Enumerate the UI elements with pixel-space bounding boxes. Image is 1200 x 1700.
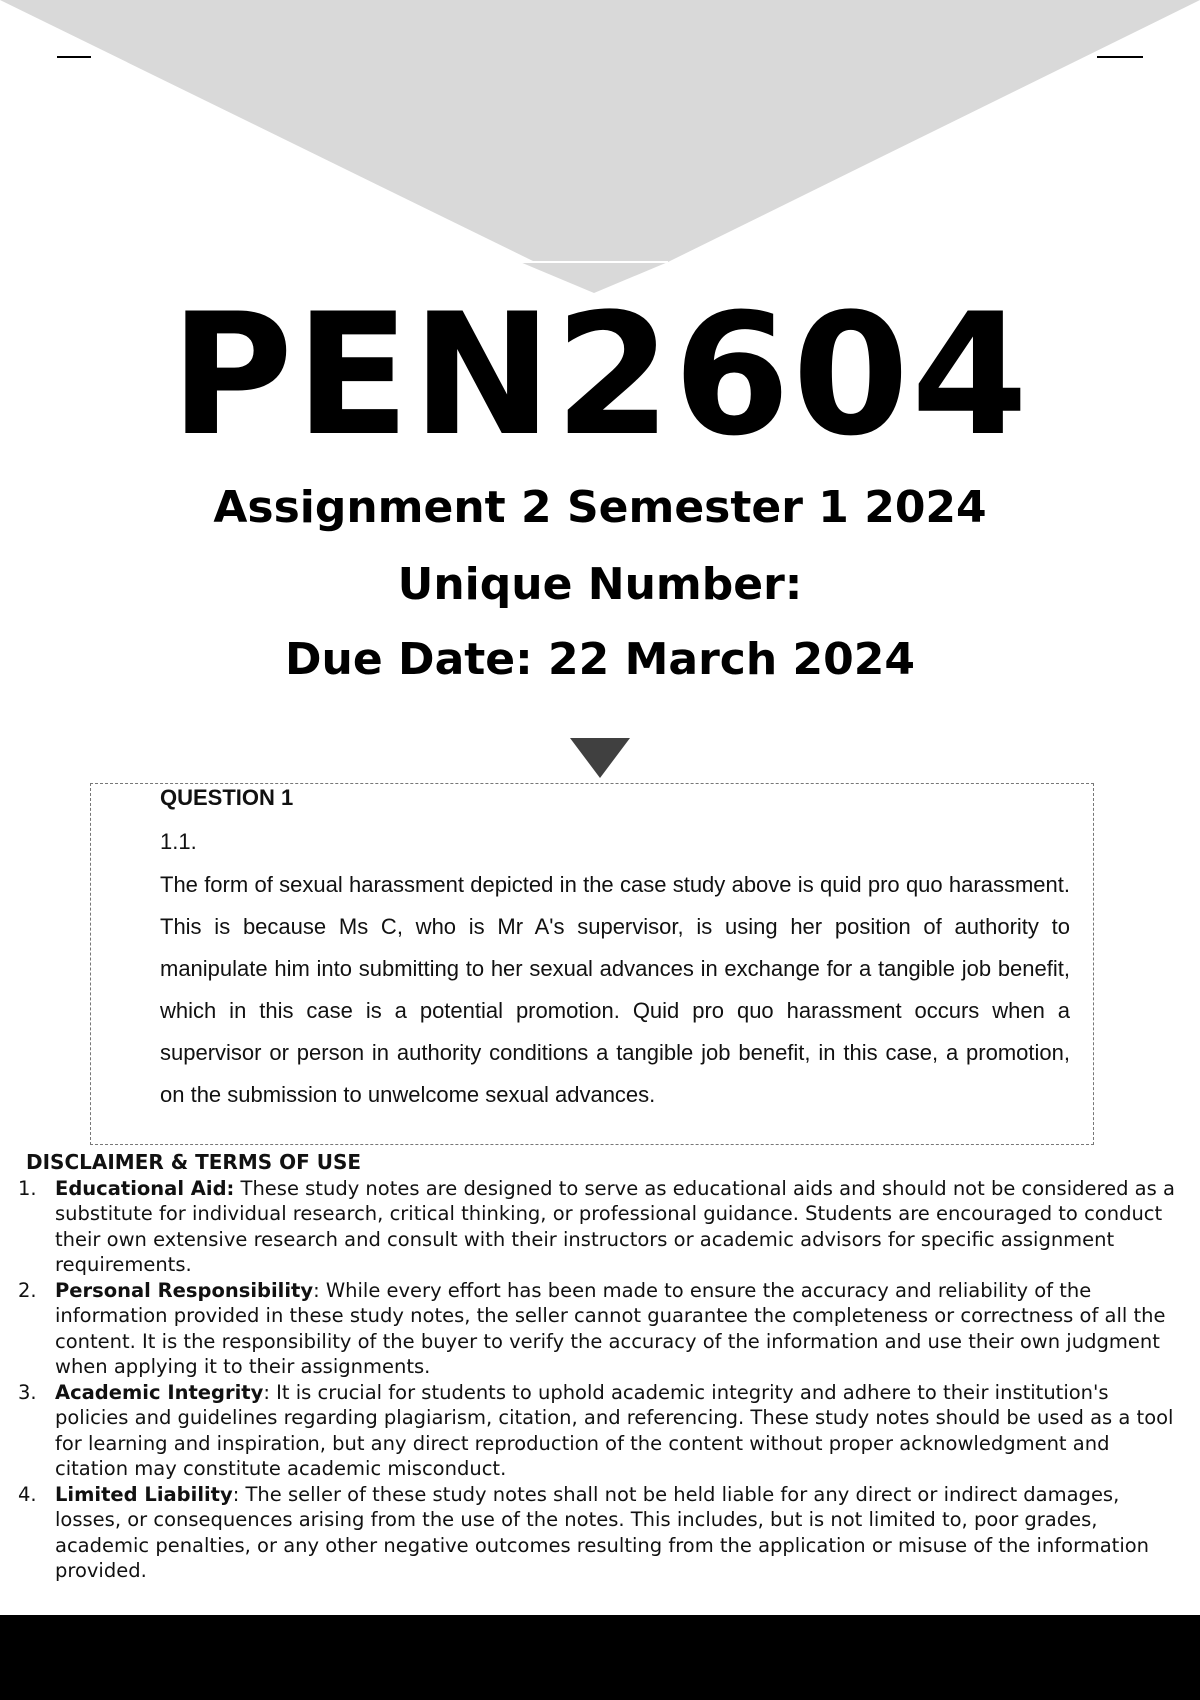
disclaimer-item	[18, 1380, 1188, 1482]
disclaimer-item	[18, 1482, 1188, 1584]
disclaimer-section	[18, 1150, 1188, 1584]
disclaimer-item-number: 4.	[18, 1482, 37, 1506]
footer-bar	[0, 1615, 1200, 1700]
due-date-line: Due Date: 22 March 2024	[285, 634, 915, 685]
disclaimer-item-term: Academic Integrity	[55, 1380, 264, 1404]
header-chevron-shape	[0, 0, 1200, 300]
disclaimer-item-number: 2.	[18, 1278, 37, 1302]
unique-number-line: Unique Number:	[397, 559, 803, 610]
course-code-title: PEN2604	[169, 277, 1031, 473]
answer-preview-content	[160, 784, 1070, 1116]
disclaimer-item-text: : It is crucial for students to uphold academic integrity and adhere to their institution's policies and guidelines regarding plagiarism, citation, and referencing. These study notes should be used as a tool for learning and inspiration, but any direct reproduction of the content without proper acknowledgment and citation may constitute academic misconduct.	[55, 1380, 1174, 1480]
corner-line-right	[1097, 56, 1143, 58]
disclaimer-item-text: : The seller of these study notes shall not be held liable for any direct or indirect damages, losses, or consequences arising from the use of the notes. This includes, but is not limited to, poor grades, academic penalties, or any other negative outcomes resulting from the application or misuse of the information provided.	[55, 1482, 1150, 1582]
disclaimer-item-term: Personal Responsibility	[55, 1278, 314, 1302]
disclaimer-item-number: 3.	[18, 1380, 37, 1404]
question-heading: QUESTION 1	[160, 785, 294, 810]
answer-number: 1.1.	[160, 829, 197, 854]
disclaimer-list	[18, 1176, 1188, 1584]
disclaimer-item-term: Educational Aid:	[55, 1176, 235, 1200]
disclaimer-item-number: 1.	[18, 1176, 37, 1200]
assignment-line: Assignment 2 Semester 1 2024	[213, 482, 987, 533]
disclaimer-item	[18, 1176, 1188, 1278]
disclaimer-item-text: These study notes are designed to serve as educational aids and should not be considered as a substitute for individual research, critical thinking, or professional guidance. Students are encouraged to conduct their own extensive research and consult with their instructors or academic advisors for specific assignment requirements.	[55, 1176, 1175, 1276]
disclaimer-title: DISCLAIMER & TERMS OF USE	[26, 1150, 362, 1174]
disclaimer-item-term: Limited Liability	[55, 1482, 233, 1506]
disclaimer-item-text: : While every effort has been made to ensure the accuracy and reliability of the information provided in these study notes, the seller cannot guarantee the completeness or correctness of all the content. It is the responsibility of the buyer to verify the accuracy of the information and use their own judgment when applying it to their assignments.	[55, 1278, 1166, 1378]
answer-paragraph: The form of sexual harassment depicted in the case study above is quid pro quo harassment. This is because Ms C, who is Mr A's supervisor, is using her position of authority to manipulate him into submitting to her sexual advances in exchange for a tangible job benefit, which in this case is a potential promotion. Quid pro quo harassment occurs when a supervisor or person in authority conditions a tangible job benefit, in this case, a promotion, on the submission to unwelcome sexual advances.	[160, 872, 1070, 1107]
disclaimer-item	[18, 1278, 1188, 1380]
down-arrow-icon	[570, 738, 630, 778]
corner-line-left	[57, 56, 91, 58]
